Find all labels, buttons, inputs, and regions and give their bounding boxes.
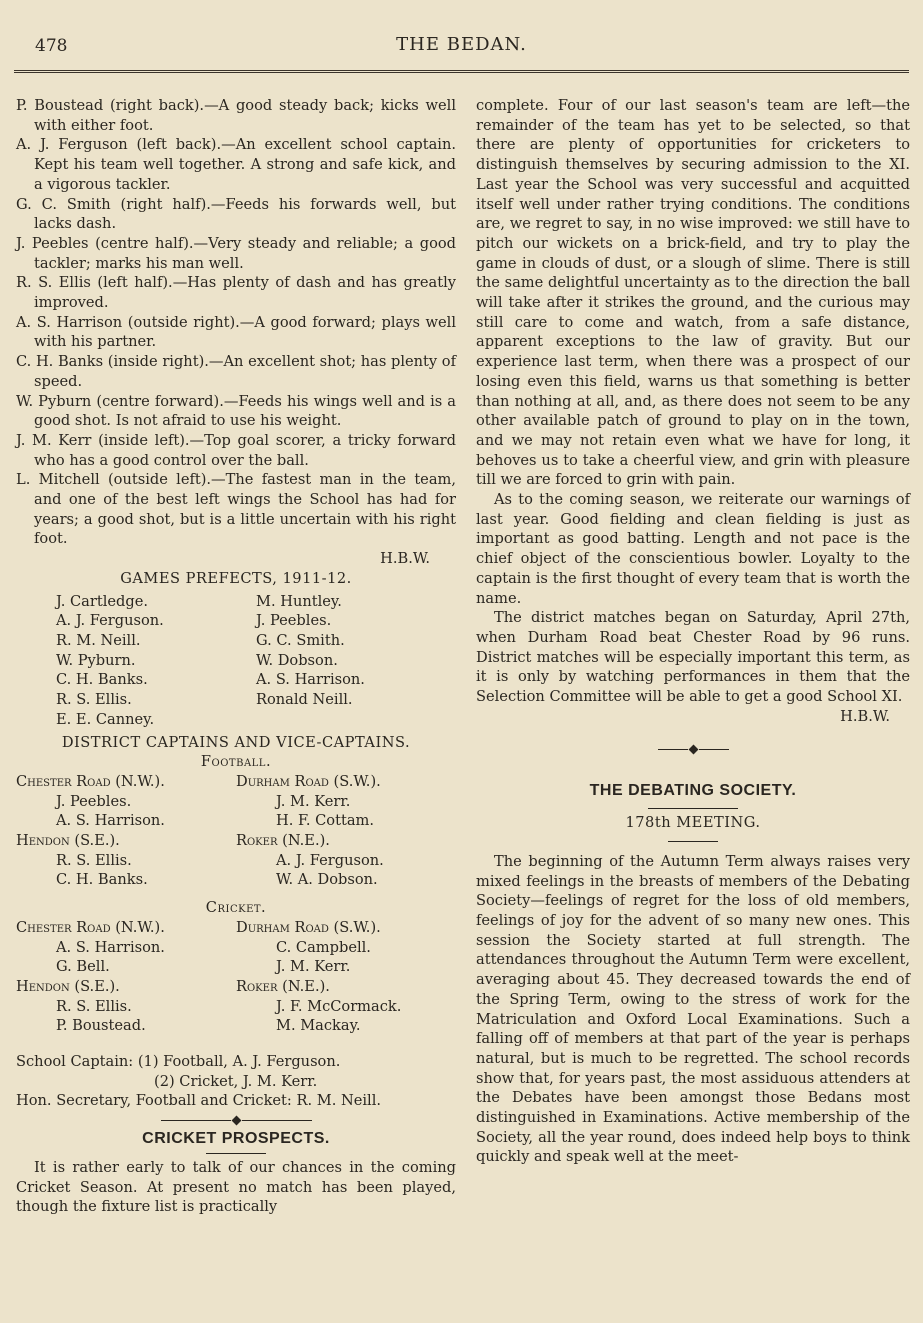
prefect-name: W. Dobson. [256,651,338,669]
cricket-prospects-heading: CRICKET PROSPECTS. [142,1130,330,1148]
prefect-name: E. E. Canney. [56,710,155,728]
captain-name: R. S. Ellis. [56,997,132,1015]
player-note: A. J. Ferguson (left back).—An excellent school captain. Kept his team well together. A strong and safe kick, and a vigorous tackler. [16,136,456,193]
football-districts [16,831,456,851]
district-name: Hendon (S.E.). [16,832,120,850]
player-note: C. H. Banks (inside right).—An excellent shot; has plenty of speed. [16,353,456,390]
hon-secretary-line: Hon. Secretary, Football and Cricket: R. M. Neill. [16,1092,382,1110]
prefect-name: Ronald Neill. [256,691,353,709]
player-note: W. Pyburn (centre forward).—Feeds his wings well and is a good shot. Is not afraid to use his weight. [16,392,456,430]
cricket-prospects-continued: complete. Four of our last season's team are left—the remainder of the team has yet to be selected, so that there are plenty of opportunities for cricketers to distinguish themselves by securing admission to the XI. Last year the School was very successful and acquitted itself well under rather trying conditions. The conditions are, we regret to say, in no wise improved: we still have to pitch our wickets on a brick-field, and try to play the game in clouds of dust, or a slough of slime. There is still the same delightful uncertainty as to the direction the ball will take after it strikes the ground, and the curious may still care to come and watch, from a safe distance, apparent exceptions to the law of gravity. But our experience last term, when there was a prospect of our losing even this field, warns us that something is better than nothing at all, and, as there does not seem to be any other available patch of ground to play on in the town, and we may not retain even what we have for long, it behoves us to take a cheerful view, and grin with pleasure till we are forced to grin with pain. [476,97,910,489]
prefect-name: W. Pyburn. [56,651,136,669]
player-note: A. S. Harrison (outside right).—A good forward; plays well with his partner. [16,313,456,351]
heading-rule [206,1153,266,1154]
prefect-name: A. J. Ferguson. [56,612,164,630]
football-label: Football. [200,753,272,771]
prefect-name: J. Cartledge. [56,592,148,610]
district-name: Durham Road (S.W.). [236,918,381,936]
captain-name: C. Campbell. [276,938,371,956]
section-ornament [476,741,910,759]
section-ornament [16,1111,456,1129]
district-name: Chester Road (N.W.). [16,918,165,936]
captain-name: W. A. Dobson. [276,871,378,889]
signature: H.B.W. [380,550,430,568]
right-column [476,96,910,1167]
cricket-label: Cricket. [205,899,267,917]
page-number: 478 [35,36,68,56]
school-captain-line: School Captain: (1) Football, A. J. Ferguson. [16,1053,341,1071]
district-name: Roker (N.E.). [236,832,330,850]
heading-rule [668,841,718,842]
prefect-name: R. S. Ellis. [56,691,132,709]
cricket-paragraph: The district matches began on Saturday, April 27th, when Durham Road beat Chester Road by 96 runs. District matches will be especially important this term, as it is only by watching performances in them that the Selection Committee will be able to get a good School XI. [476,609,910,706]
cricket-districts [16,977,456,997]
player-note: G. C. Smith (right half).—Feeds his forwards well, but lacks dash. [16,195,456,233]
cricket-paragraph: As to the coming season, we reiterate our warnings of last year. Good fielding and clean fielding is just as important as good batting. Length and not pace is the chief object of the conscientious bowler. Loyalty to the captain is the first thought of every team that is worth the name. [476,491,910,607]
football-captains [16,792,456,831]
captain-name: A. S. Harrison. [56,938,165,956]
captain-name: M. Mackay. [276,1017,361,1035]
prefect-name: A. S. Harrison. [256,671,365,689]
cricket-captain-line: (2) Cricket, J. M. Kerr. [154,1072,318,1090]
player-note: L. Mitchell (outside left).—The fastest man in the team, and one of the best left wings the School has had for years; a good shot, but is a little uncertain with his right foot. [16,471,456,548]
signature: H.B.W. [840,707,890,725]
captain-name: H. F. Cottam. [276,812,374,830]
football-captains [16,851,456,890]
football-districts [16,772,456,792]
player-note: P. Boustead (right back).—A good steady back; kicks well with either foot. [16,97,456,134]
games-prefects-heading: GAMES PREFECTS, 1911-12. [120,569,352,587]
cricket-districts [16,918,456,938]
captain-name: R. S. Ellis. [56,851,132,869]
header-rule [14,70,909,73]
cricket-prospects-text: It is rather early to talk of our chances in the coming Cricket Season. At present no match has been played, though the fixture list is practically [16,1158,456,1216]
player-note: J. M. Kerr (inside left).—Top goal scorer, a tricky forward who has a good control over the ball. [16,431,456,469]
captain-name: J. M. Kerr. [276,792,351,810]
district-name: Chester Road (N.W.). [16,772,165,790]
left-column [16,96,456,1217]
captain-name: P. Boustead. [56,1017,146,1035]
player-note: J. Peebles (centre half).—Very steady and reliable; a good tackler; marks his man well. [16,234,456,272]
player-note: R. S. Ellis (left half).—Has plenty of dash and has greatly improved. [16,274,456,312]
captain-name: C. H. Banks. [56,871,148,889]
captain-name: J. M. Kerr. [276,958,351,976]
prefects-list [16,592,456,730]
captain-name: G. Bell. [56,958,110,976]
prefect-name: M. Huntley. [256,592,342,610]
prefect-name: R. M. Neill. [56,631,141,649]
district-name: Roker (N.E.). [236,977,330,995]
district-heading: DISTRICT CAPTAINS AND VICE-CAPTAINS. [61,733,411,751]
meeting-heading: 178th MEETING. [625,814,761,832]
captain-name: J. F. McCormack. [276,997,402,1015]
debating-society-heading: THE DEBATING SOCIETY. [589,781,797,799]
cricket-captains [16,997,456,1036]
prefect-name [256,710,456,730]
cricket-captains [16,938,456,977]
heading-rule [648,808,738,809]
prefect-name: G. C. Smith. [256,631,345,649]
district-name: Hendon (S.E.). [16,977,120,995]
captain-name: J. Peebles. [56,792,132,810]
prefect-name: C. H. Banks. [56,671,148,689]
district-name: Durham Road (S.W.). [236,772,381,790]
running-title: THE BEDAN. [396,34,527,55]
captain-name: A. J. Ferguson. [276,851,384,869]
captain-name: A. S. Harrison. [56,812,165,830]
debating-society-text: The beginning of the Autumn Term always raises very mixed feelings in the breasts of members of the Debating Society—feelings of regret for the loss of old members, feelings of joy for the advent of so many new ones. This session the Society started at full strength. The attendances throughout the Autumn Term were excellent, averaging about 45. They decreased towards the end of the Spring Term, owing to the stress of work for the Matriculation and Oxford Local Examinations. Such a falling off of members at that part of the year is perhaps natural, but is much to be regretted. The school records show that, for years past, the most assiduous attenders at the Debates have been amongst those Bedans most distinguished in Examinations. Active membership of the Society, all the year round, does indeed help boys to think quickly and speak well at the meet- [476,852,910,1166]
prefect-name: J. Peebles. [256,612,332,630]
